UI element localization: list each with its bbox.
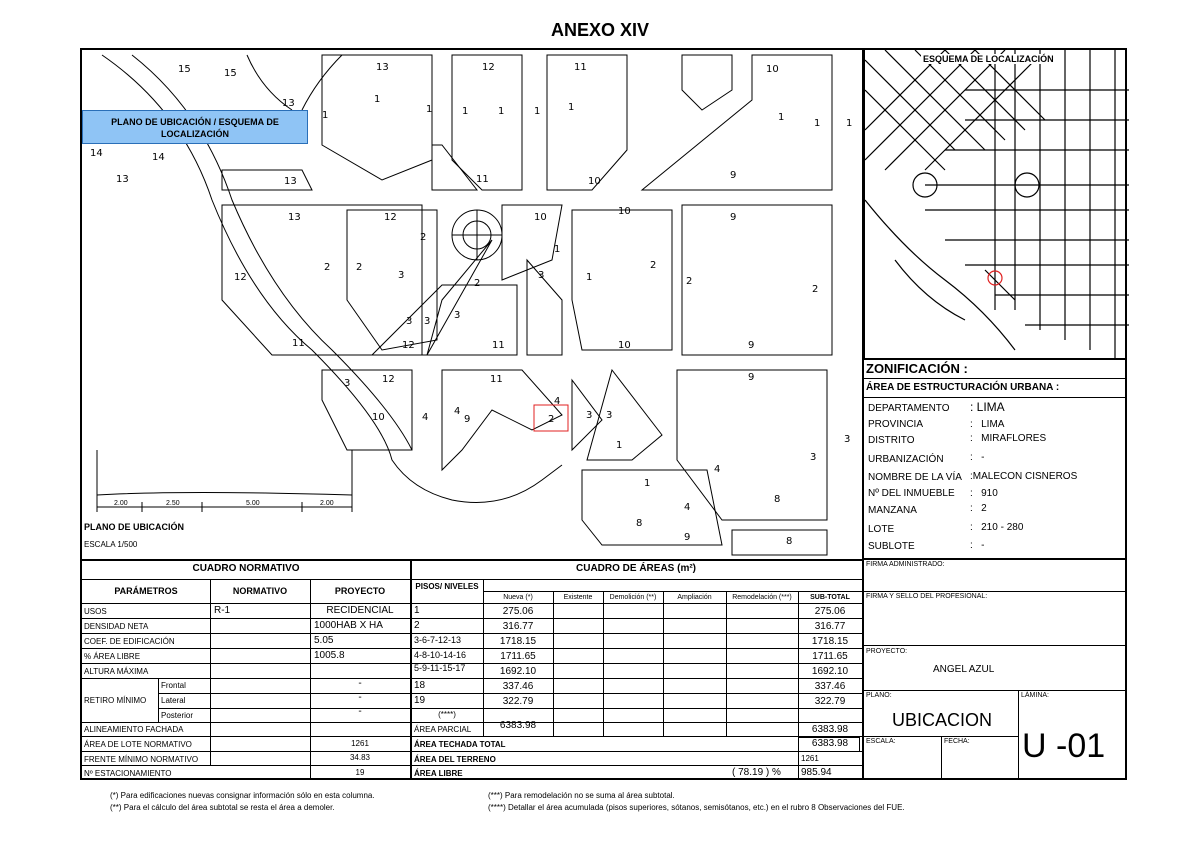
cuadro-areas-title: CUADRO DE ÁREAS (m²)	[576, 563, 696, 574]
zone-label: URBANIZACIÓN	[868, 454, 944, 465]
lot-number: 9	[730, 212, 737, 223]
param-label: ALTURA MÁXIMA	[84, 667, 149, 676]
area-terreno-label: ÁREA DEL TERRENO	[414, 755, 496, 764]
lot-number: 1	[586, 272, 593, 283]
lot-number: 15	[178, 64, 191, 75]
zone-label: DEPARTAMENTO	[868, 403, 950, 414]
zone-label: SUBLOTE	[868, 541, 915, 552]
lot-number: 2	[356, 262, 363, 273]
lot-number: 4	[554, 396, 561, 407]
header-ampliacion: Ampliación	[677, 594, 712, 601]
lot-number: 3	[454, 310, 461, 321]
zone-label: LOTE	[868, 524, 895, 535]
lot-number: 9	[748, 340, 755, 351]
subtotal-value: 337.46	[814, 681, 846, 692]
lot-number: 10	[588, 176, 601, 187]
header-proyecto: PROYECTO	[334, 586, 386, 596]
retiro-sub: Frontal	[161, 681, 186, 690]
escala-label: ESCALA 1/500	[84, 540, 138, 549]
area-libre-label: ÁREA LIBRE	[414, 769, 463, 778]
scale-tick-label: 2.50	[166, 500, 180, 507]
nueva-value: 322.79	[502, 696, 534, 707]
zone-value: : 2	[970, 503, 987, 514]
header-demolicion: Demolición (**)	[609, 594, 657, 601]
area-libre-pct: ( 78.19 ) %	[732, 767, 781, 778]
zone-label: DISTRITO	[868, 435, 915, 446]
param-label: FRENTE MÍNIMO NORMATIVO	[84, 755, 199, 764]
lot-number: 1	[322, 110, 329, 121]
proyecto-value: 5.05	[314, 635, 334, 646]
lot-number: 12	[384, 212, 397, 223]
scale-tick-label: 2.00	[114, 500, 128, 507]
lot-number: 11	[476, 174, 489, 185]
lot-number: 3	[844, 434, 851, 445]
proyecto-value: 1261	[351, 739, 369, 748]
proyecto-value: 34.83	[349, 753, 371, 762]
lot-number: 3	[810, 452, 817, 463]
piso-value: 19	[414, 695, 426, 706]
zone-value: : 210 - 280	[970, 522, 1024, 533]
piso-value: 2	[414, 620, 420, 631]
lot-number: 4	[714, 464, 721, 475]
piso-value: 18	[414, 680, 426, 691]
proyecto-value: 19	[355, 768, 365, 777]
lot-number: 11	[574, 62, 587, 73]
zone-label: MANZANA	[868, 505, 917, 516]
lot-number: 1	[644, 478, 651, 489]
retiro-value: -	[358, 678, 362, 689]
lot-number: 11	[492, 340, 505, 351]
piso-value: 5-9-11-15-17	[414, 663, 466, 673]
zonificacion-title: ZONIFICACIÓN :	[866, 361, 968, 376]
plano-value: UBICACION	[892, 710, 993, 730]
lot-number: 2	[686, 276, 693, 287]
lot-number: 3	[398, 270, 405, 281]
nueva-value: 337.46	[502, 681, 534, 692]
zone-value: : LIMA	[970, 400, 1005, 414]
proyecto-value: 1005.8	[314, 650, 345, 661]
header-nueva: Nueva (*)	[503, 594, 533, 601]
lot-number: 9	[748, 372, 755, 383]
header-existente: Existente	[563, 594, 593, 601]
lot-number: 1	[534, 106, 541, 117]
firma-administrado-label: FIRMA ADMINISTRADO:	[866, 561, 945, 568]
param-label: DENSIDAD NETA	[84, 622, 149, 631]
lot-number: 14	[152, 152, 165, 163]
lot-number: 11	[292, 338, 305, 349]
scale-tick-label: 2.00	[320, 500, 334, 507]
note-3: (***) Para remodelación no se suma al área subtotal.	[488, 791, 675, 800]
area-estructuracion: ÁREA DE ESTRUCTURACIÓN URBANA :	[866, 382, 1060, 393]
param-label: Nº ESTACIONAMIENTO	[84, 769, 172, 778]
lot-number: 1	[616, 440, 623, 451]
retiro-label: RETIRO MÍNIMO	[84, 696, 147, 705]
zone-value: : -	[970, 540, 985, 551]
lot-number: 2	[420, 232, 427, 243]
lot-number: 3	[586, 410, 593, 421]
param-label: % ÁREA LIBRE	[84, 652, 141, 661]
param-label: ALINEAMIENTO FACHADA	[84, 725, 184, 734]
subtotal-value: 1692.10	[811, 666, 849, 677]
zone-label: PROVINCIA	[868, 419, 924, 430]
lamina-label: LÁMINA:	[1021, 692, 1050, 699]
piso-value: 4-8-10-14-16	[414, 650, 467, 660]
retiro-sub: Posterior	[161, 711, 194, 720]
lot-number: 1	[498, 106, 505, 117]
lot-number: 12	[402, 340, 415, 351]
lot-number: 15	[224, 68, 237, 79]
nueva-value: 1718.15	[499, 636, 537, 647]
lot-number: 2	[812, 284, 819, 295]
proyecto-value: RECIDENCIAL	[326, 605, 394, 616]
area-parcial-label: ÁREA PARCIAL	[414, 725, 472, 734]
area-parcial-value: 6383.98	[499, 720, 537, 731]
firma-profesional-label: FIRMA Y SELLO DEL PROFESIONAL:	[866, 593, 988, 600]
header-subtotal: SUB-TOTAL	[810, 594, 850, 601]
lot-number: 10	[618, 206, 631, 217]
header-pisos: PISOS/ NIVELES	[415, 582, 479, 591]
header-parametros: PARÁMETROS	[114, 586, 178, 596]
lot-number: 2	[650, 260, 657, 271]
lot-number: 3	[424, 316, 431, 327]
lot-number: 1	[554, 244, 561, 255]
lot-number: 10	[372, 412, 385, 423]
cuadro-normativo-title: CUADRO NORMATIVO	[192, 563, 300, 574]
escala-label-right: ESCALA:	[866, 738, 896, 745]
page-title: ANEXO XIV	[550, 20, 650, 40]
area-techada-label: ÁREA TECHADA TOTAL	[414, 740, 506, 749]
lot-number: 10	[618, 340, 631, 351]
zone-value: :MALECON CISNEROS	[970, 471, 1078, 482]
nueva-value: 1692.10	[499, 666, 537, 677]
lot-number: 2	[548, 414, 555, 425]
subtotal-value: 322.79	[814, 696, 846, 707]
plano-label: PLANO:	[866, 692, 892, 699]
proyecto-value: 1000HAB X HA	[314, 620, 383, 631]
lot-number: 4	[684, 502, 691, 513]
lot-number: 4	[422, 412, 429, 423]
lot-number: 12	[382, 374, 395, 385]
zone-value: : 910	[970, 488, 998, 499]
zone-label: Nº DEL INMUEBLE	[868, 488, 955, 499]
lot-number: 1	[846, 118, 853, 129]
note-1: (*) Para edificaciones nuevas consignar información sólo en esta columna.	[110, 791, 375, 800]
lot-number: 3	[538, 270, 545, 281]
lot-number: 13	[376, 62, 389, 73]
lot-number: 10	[534, 212, 547, 223]
lot-number: 9	[464, 414, 471, 425]
lot-number: 13	[282, 98, 295, 109]
retiro-value: -	[358, 692, 362, 703]
proyecto-value: ANGEL AZUL	[933, 664, 995, 675]
normativo-value: R-1	[214, 605, 231, 616]
piso-value: (****)	[438, 710, 456, 719]
lot-number: 12	[482, 62, 495, 73]
lot-number: 3	[406, 316, 413, 327]
param-label: USOS	[84, 607, 107, 616]
plano-esquema-banner: PLANO DE UBICACIÓN / ESQUEMA DE LOCALIZACIÓN	[82, 110, 308, 144]
plano-ubicacion-label: PLANO DE UBICACIÓN	[84, 522, 185, 532]
subtotal-value: 1711.65	[812, 651, 848, 662]
location-sketch	[863, 50, 1129, 358]
lot-number: 1	[778, 112, 785, 123]
note-4: (****) Detallar el área acumulada (pisos superiores, sótanos, semisótanos, etc.) en el rubro 8 Observaciones del FUE.	[488, 803, 905, 812]
lot-number: 1	[374, 94, 381, 105]
fecha-label: FECHA:	[944, 738, 970, 745]
area-techada-value: 6383.98	[811, 738, 849, 749]
lot-number: 9	[730, 170, 737, 181]
zone-label: NOMBRE DE LA VÍA	[868, 472, 962, 483]
piso-value: 3-6-7-12-13	[414, 635, 462, 645]
retiro-value: -	[358, 706, 362, 717]
lot-number: 1	[814, 118, 821, 129]
zone-value: : -	[970, 452, 985, 463]
lamina-value: U -01	[1022, 727, 1106, 765]
param-label: COEF. DE EDIFICACIÓN	[84, 637, 175, 646]
lot-number: 1	[462, 106, 469, 117]
piso-value: 1	[414, 605, 420, 616]
lot-number: 3	[344, 378, 351, 389]
lot-number: 8	[636, 518, 643, 529]
subtotal-value: 275.06	[814, 606, 846, 617]
lot-number: 11	[490, 374, 503, 385]
subtotal-value: 316.77	[814, 621, 846, 632]
proyecto-label: PROYECTO:	[866, 648, 908, 655]
lot-number: 8	[774, 494, 781, 505]
lot-number: 2	[324, 262, 331, 273]
lot-number: 12	[234, 272, 247, 283]
scale-tick-label: 5.00	[246, 500, 260, 507]
zone-value: : MIRAFLORES	[970, 433, 1047, 444]
lot-number: 10	[766, 64, 779, 75]
lot-number: 13	[284, 176, 297, 187]
nueva-value: 316.77	[502, 621, 534, 632]
nueva-value: 275.06	[502, 606, 534, 617]
header-normativo: NORMATIVO	[232, 586, 288, 596]
lot-number: 3	[606, 410, 613, 421]
header-remodelacion: Remodelación (***)	[732, 594, 792, 601]
lot-number: 8	[786, 536, 793, 547]
retiro-sub: Lateral	[161, 696, 186, 705]
lot-number: 13	[116, 174, 129, 185]
lot-number: 1	[568, 102, 575, 113]
param-label: ÁREA DE LOTE NORMATIVO	[84, 740, 192, 749]
area-parcial-subtotal: 6383.98	[811, 724, 849, 735]
zone-value: : LIMA	[970, 419, 1005, 430]
subtotal-value: 1718.15	[811, 636, 849, 647]
area-terreno-value: 1261	[801, 754, 819, 763]
area-libre-value: 985.94	[801, 767, 832, 778]
lot-number: 13	[288, 212, 301, 223]
lot-number: 4	[454, 406, 461, 417]
nueva-value: 1711.65	[500, 651, 536, 662]
lot-number: 1	[426, 104, 433, 115]
note-2: (**) Para el cálculo del área subtotal se resta el área a demoler.	[110, 803, 335, 812]
lot-number: 9	[684, 532, 691, 543]
lot-number: 2	[474, 278, 481, 289]
lot-number: 14	[90, 148, 103, 159]
location-sketch-drawing	[865, 50, 1129, 358]
esquema-title: ESQUEMA DE LOCALIZACIÓN	[923, 54, 1054, 64]
